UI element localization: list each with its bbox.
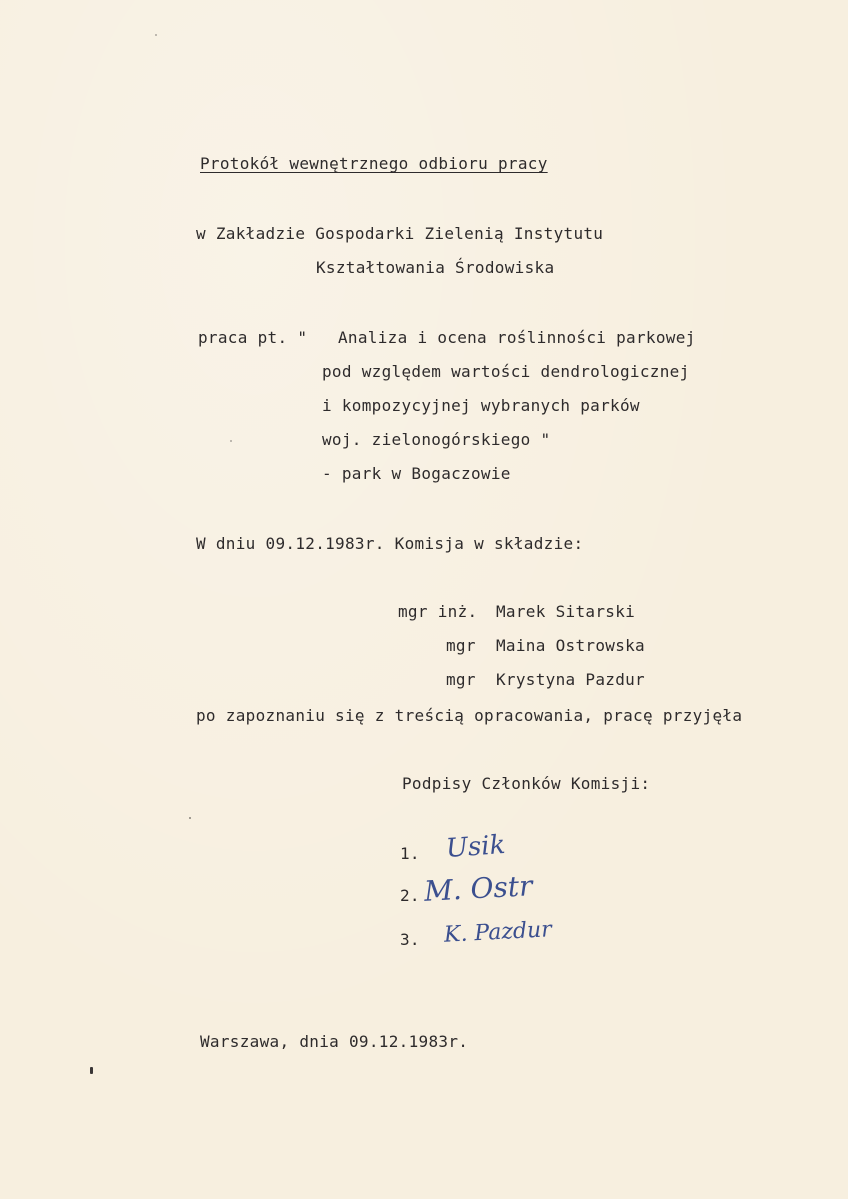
signature-2-number: 2.: [400, 886, 420, 905]
committee-intro: W dniu 09.12.1983r. Komisja w składzie:: [196, 534, 584, 553]
work-title-line-5: - park w Bogaczowie: [322, 464, 511, 483]
signature-1: Usik: [445, 829, 507, 865]
signature-3: K. Pazdur: [443, 917, 553, 948]
work-prefix: praca pt. ": [198, 328, 308, 347]
paper-speck: [90, 1067, 93, 1074]
signatures-heading: Podpisy Członków Komisji:: [402, 774, 651, 793]
paper-speck: [230, 440, 232, 442]
document-title: Protokół wewnętrznego odbioru pracy: [200, 154, 548, 173]
acceptance-statement: po zapoznaniu się z treścią opracowania, pracę przyjęła: [196, 706, 743, 725]
work-title-line-3: i kompozycyjnej wybranych parków: [322, 396, 640, 415]
signature-1-number: 1.: [400, 844, 420, 863]
work-title-line-4: woj. zielonogórskiego ": [322, 430, 551, 449]
member-2-title: mgr: [446, 636, 476, 655]
paper-speck: [189, 817, 191, 819]
work-title-line-1: Analiza i ocena roślinności parkowej: [338, 328, 696, 347]
member-2-name: Maina Ostrowska: [496, 636, 645, 655]
member-3-title: mgr: [446, 670, 476, 689]
place-and-date: Warszawa, dnia 09.12.1983r.: [200, 1032, 469, 1051]
member-1-name: Marek Sitarski: [496, 602, 636, 621]
paper-speck: [155, 34, 157, 36]
institution-line-2: Kształtowania Środowiska: [316, 258, 555, 277]
institution-line-1: w Zakładzie Gospodarki Zielenią Instytutu: [196, 224, 604, 243]
signature-2: M. Ostr: [423, 869, 534, 908]
work-title-line-2: pod względem wartości dendrologicznej: [322, 362, 690, 381]
member-3-name: Krystyna Pazdur: [496, 670, 645, 689]
signature-3-number: 3.: [400, 930, 420, 949]
member-1-title: mgr inż.: [398, 602, 478, 621]
